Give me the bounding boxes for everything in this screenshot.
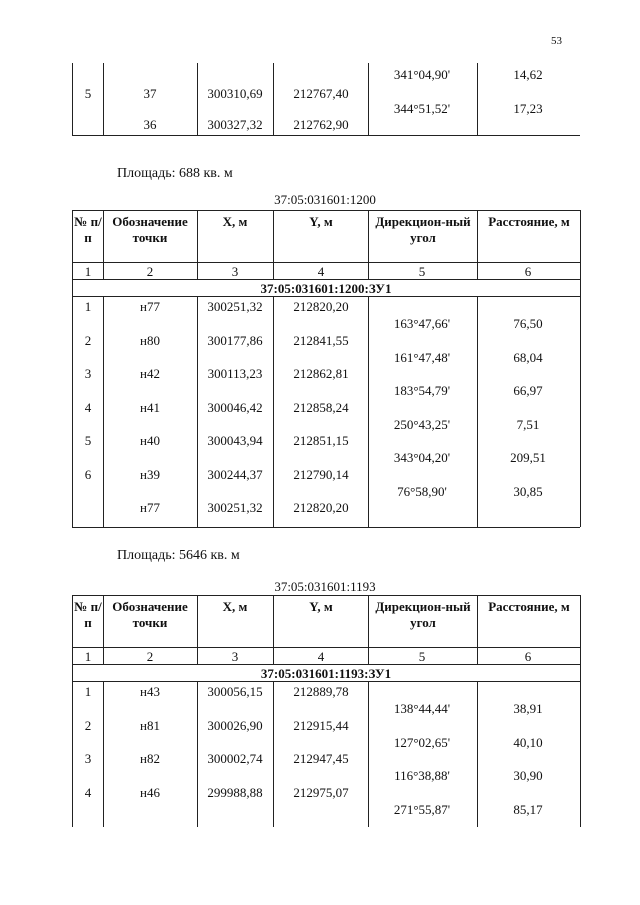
distance: 17,23 [513, 101, 543, 116]
column-header-6: Расстояние, м [488, 599, 570, 614]
distance: 38,91 [513, 701, 543, 716]
area-label-1: Площадь: 688 кв. м [117, 166, 233, 181]
x-coordinate: 300251,32 [207, 299, 263, 314]
point-name: н46 [140, 784, 160, 800]
distance: 14,62 [513, 67, 543, 82]
x-coordinate: 300002,74 [207, 751, 263, 766]
distance: 76,50 [513, 316, 543, 331]
column-number: 2 [146, 649, 154, 664]
direction-angle: 76°58,90' [397, 483, 447, 499]
distance: 7,51 [516, 416, 540, 432]
distance: 209,51 [510, 450, 546, 465]
point-name: н77 [140, 500, 160, 515]
table-column-rule [197, 63, 198, 135]
table-rule [72, 210, 580, 211]
row-number: 2 [84, 717, 92, 733]
column-number: 4 [317, 649, 325, 664]
table-column-rule [477, 63, 478, 135]
table-column-rule [580, 210, 581, 527]
table-column-rule [103, 296, 104, 527]
parcel-subtitle: 37:05:031601:1193:ЗУ1 [260, 666, 392, 681]
direction-angle: 163°47,66' [393, 316, 451, 331]
column-header-4: Y, м [309, 599, 333, 614]
point-name: 37 [143, 86, 157, 101]
row-number: 5 [84, 86, 92, 101]
table-column-rule [368, 63, 369, 135]
point-name: н81 [140, 717, 160, 733]
y-coordinate: 212858,24 [293, 399, 349, 415]
point-name: 36 [143, 117, 157, 132]
column-number: 5 [418, 649, 426, 664]
column-header-2: Обозначение точки [112, 599, 188, 631]
x-coordinate: 300327,32 [207, 117, 263, 132]
distance: 30,90 [513, 768, 543, 783]
point-name: н42 [140, 366, 160, 381]
x-coordinate: 300113,23 [207, 366, 263, 381]
direction-angle: 343°04,20' [393, 450, 451, 465]
table-column-rule [72, 210, 73, 527]
x-coordinate: 299988,88 [207, 784, 263, 800]
point-name: н80 [140, 332, 160, 348]
table-1-title: 37:05:031601:1200 [274, 192, 376, 207]
y-coordinate: 212762,90 [293, 117, 349, 132]
x-coordinate: 300244,37 [207, 466, 263, 482]
table-column-rule [103, 681, 104, 827]
y-coordinate: 212820,20 [293, 299, 349, 314]
page-number: 53 [551, 35, 562, 47]
x-coordinate: 300177,86 [207, 332, 263, 348]
x-coordinate: 300310,69 [207, 86, 263, 101]
column-header-1: № п/п [74, 214, 102, 246]
column-header-5: Дирекцион-ный угол [375, 214, 471, 246]
table-column-rule [273, 63, 274, 135]
column-number: 4 [317, 264, 325, 279]
column-header-3: X, м [222, 599, 248, 614]
y-coordinate: 212915,44 [293, 717, 349, 733]
column-header-3: X, м [222, 214, 248, 229]
y-coordinate: 212820,20 [293, 500, 349, 515]
column-number: 1 [84, 264, 92, 279]
point-name: н82 [140, 751, 160, 766]
y-coordinate: 212767,40 [293, 86, 349, 101]
row-number: 4 [84, 784, 92, 800]
x-coordinate: 300056,15 [207, 684, 263, 699]
table-rule [72, 595, 580, 596]
direction-angle: 127°02,65' [393, 734, 451, 750]
row-number: 1 [84, 684, 92, 699]
point-name: н41 [140, 399, 160, 415]
row-number: 2 [84, 332, 92, 348]
direction-angle: 341°04,90' [393, 67, 451, 82]
direction-angle: 344°51,52' [393, 101, 451, 116]
table-rule [72, 527, 580, 528]
y-coordinate: 212790,14 [293, 466, 349, 482]
column-header-2: Обозначение точки [112, 214, 188, 246]
distance: 85,17 [513, 801, 543, 817]
column-number: 6 [524, 264, 532, 279]
table-column-rule [477, 681, 478, 827]
table-rule [72, 296, 580, 297]
area-label-2: Площадь: 5646 кв. м [117, 548, 240, 563]
table-rule [72, 681, 580, 682]
x-coordinate: 300026,90 [207, 717, 263, 733]
row-number: 3 [84, 366, 92, 381]
table-column-rule [368, 296, 369, 527]
table-column-rule [103, 63, 104, 135]
column-number: 5 [418, 264, 426, 279]
direction-angle: 183°54,79' [393, 383, 451, 398]
table-rule [72, 135, 580, 136]
row-number: 4 [84, 399, 92, 415]
point-name: н77 [140, 299, 160, 314]
table-column-rule [72, 63, 73, 135]
x-coordinate: 300046,42 [207, 399, 263, 415]
distance: 68,04 [513, 349, 543, 365]
y-coordinate: 212975,07 [293, 784, 349, 800]
x-coordinate: 300251,32 [207, 500, 263, 515]
distance: 30,85 [513, 483, 543, 499]
point-name: н43 [140, 684, 160, 699]
table-2-title: 37:05:031601:1193 [274, 579, 376, 594]
column-header-4: Y, м [309, 214, 333, 229]
parcel-subtitle: 37:05:031601:1200:ЗУ1 [260, 281, 392, 296]
column-number: 3 [231, 649, 239, 664]
table-column-rule [368, 681, 369, 827]
direction-angle: 250°43,25' [393, 416, 451, 432]
y-coordinate: 212947,45 [293, 751, 349, 766]
table-column-rule [580, 595, 581, 827]
row-number: 1 [84, 299, 92, 314]
distance: 66,97 [513, 383, 543, 398]
table-column-rule [197, 681, 198, 827]
table-column-rule [197, 296, 198, 527]
y-coordinate: 212889,78 [293, 684, 349, 699]
y-coordinate: 212851,15 [293, 433, 349, 448]
table-column-rule [273, 296, 274, 527]
table-column-rule [477, 296, 478, 527]
row-number: 3 [84, 751, 92, 766]
y-coordinate: 212862,81 [293, 366, 349, 381]
column-header-5: Дирекцион-ный угол [375, 599, 471, 631]
direction-angle: 271°55,87' [393, 801, 451, 817]
column-number: 6 [524, 649, 532, 664]
column-header-1: № п/п [74, 599, 102, 631]
point-name: н40 [140, 433, 160, 448]
column-number: 2 [146, 264, 154, 279]
direction-angle: 116°38,88' [394, 768, 450, 783]
column-header-6: Расстояние, м [488, 214, 570, 229]
table-column-rule [273, 681, 274, 827]
y-coordinate: 212841,55 [293, 332, 349, 348]
direction-angle: 138°44,44' [393, 701, 451, 716]
direction-angle: 161°47,48' [393, 349, 451, 365]
row-number: 6 [84, 466, 92, 482]
distance: 40,10 [513, 734, 543, 750]
x-coordinate: 300043,94 [207, 433, 263, 448]
point-name: н39 [140, 466, 160, 482]
row-number: 5 [84, 433, 92, 448]
column-number: 3 [231, 264, 239, 279]
column-number: 1 [84, 649, 92, 664]
